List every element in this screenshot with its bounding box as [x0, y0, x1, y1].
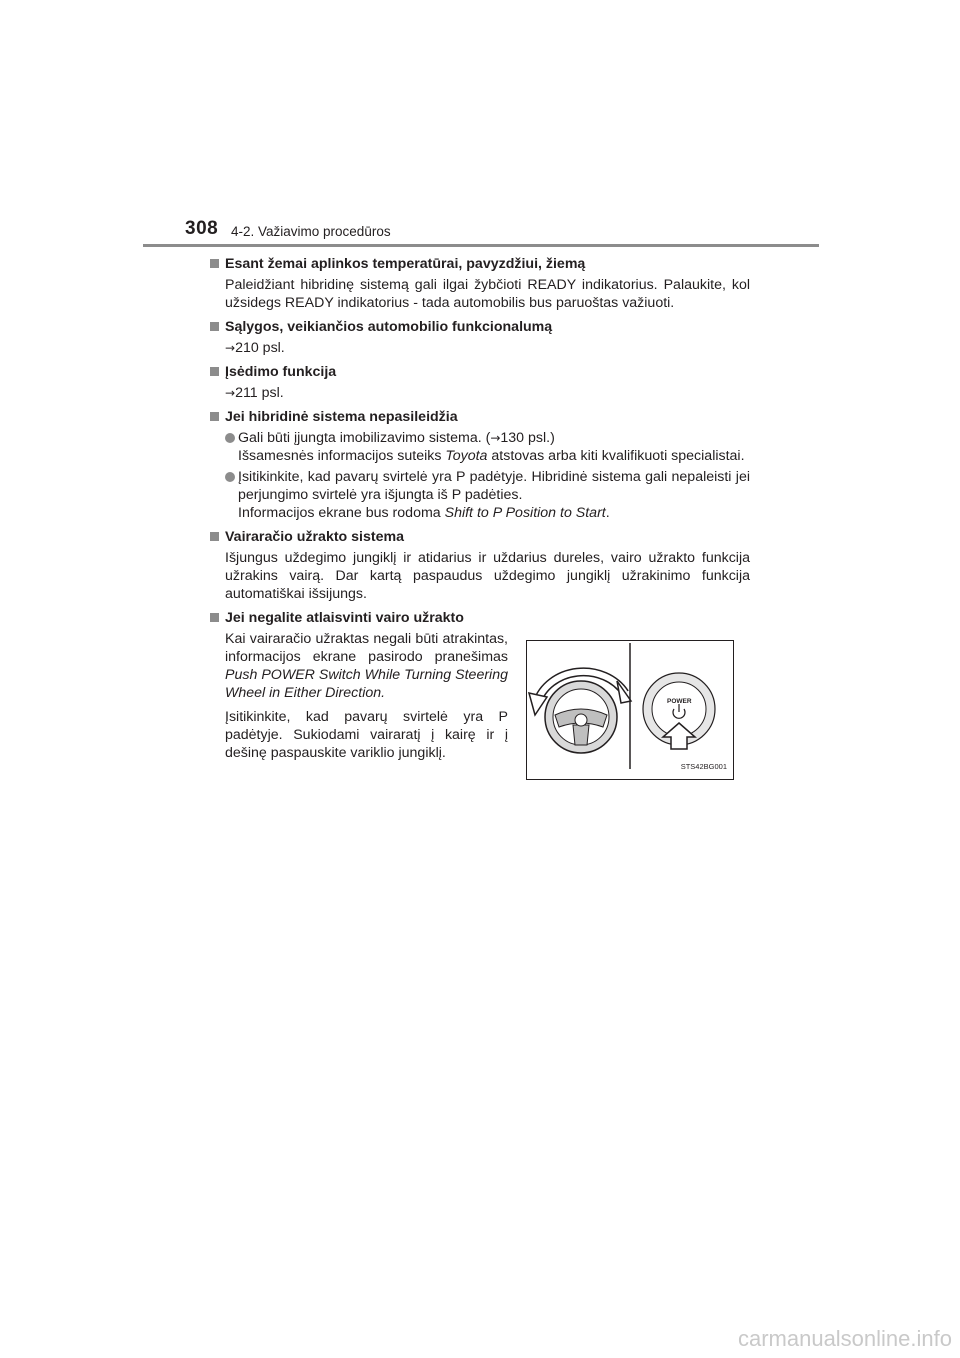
round-bullet-icon	[225, 433, 235, 443]
arrow-right-icon: →	[490, 431, 501, 445]
section-text: Kai vairaračio užraktas negali būti atrakintas, informacijos ekrane pasirodo pranešimas Push POWER Switch While Turning Steering Wheel in Either Direction. Įsitikinkite, kad pavarų svirtelė yra P padėtyje. Sukiodami vairaratį į kairę ir į dešinę paspauskite variklio jungiklį.	[225, 631, 508, 761]
section-heading: Vairaračio užrakto sistema	[210, 528, 750, 546]
illustration-steering-and-power-button	[526, 640, 734, 780]
list-item: Gali būti įjungta imobilizavimo sistema. (→130 psl.) Išsamesnės informacijos suteiks Toyota atstovas arba kiti kvalifikuoti specialistai.	[210, 429, 750, 465]
brand-name: Toyota	[445, 448, 488, 464]
square-bullet-icon	[210, 259, 219, 268]
square-bullet-icon	[210, 322, 219, 331]
list-item: Įsitikinkite, kad pavarų svirtelė yra P padėtyje. Hibridinė sistema gali nepaleisti jei perjungimo svirtelė yra išjungta iš P padėties. Informacijos ekrane bus rodoma Shift to P Position to Start.	[210, 468, 750, 522]
square-bullet-icon	[210, 412, 219, 421]
round-bullet-icon	[225, 472, 235, 482]
arrow-right-icon: →	[225, 386, 236, 400]
text-with-figure	[210, 627, 750, 797]
square-bullet-icon	[210, 613, 219, 622]
page-content	[210, 255, 750, 803]
section-heading: Įsėdimo funkcija	[210, 363, 750, 381]
page-reference: →210 psl.	[225, 340, 285, 356]
section-heading: Jei hibridinė sistema nepasileidžia	[210, 408, 750, 426]
section-conditions	[210, 318, 750, 357]
page-number: 308	[185, 218, 219, 239]
section-text: Paleidžiant hibridinę sistemą gali ilgai žybčioti READY indikatorius. Palaukite, kol užsidegs READY indikatorius - tada automobilis bus paruoštas važiuoti.	[225, 277, 750, 311]
power-button-label: POWER	[667, 698, 692, 705]
display-message: Push POWER Switch While Turning Steering Wheel in Either Direction.	[225, 667, 508, 701]
arrow-right-icon: →	[225, 341, 236, 355]
page-reference: →211 psl.	[225, 385, 284, 401]
section-low-temperature	[210, 255, 750, 312]
section-hybrid-not-starting	[210, 408, 750, 522]
figure-code: STS42BG001	[680, 762, 727, 771]
steering-wheel-icon	[545, 681, 617, 753]
section-heading: Esant žemai aplinkos temperatūrai, pavyzdžiui, žiemą	[210, 255, 750, 273]
square-bullet-icon	[210, 532, 219, 541]
section-heading: Jei negalite atlaisvinti vairo užrakto	[210, 609, 750, 627]
display-message: Shift to P Position to Start	[444, 505, 606, 521]
header-rule	[143, 244, 819, 247]
watermark: carmanualsonline.info	[737, 1326, 952, 1351]
chapter-title: 4-2. Važiavimo procedūros	[231, 224, 391, 239]
section-heading: Sąlygos, veikiančios automobilio funkcionalumą	[210, 318, 750, 336]
section-cannot-release-lock	[210, 609, 750, 797]
section-steering-lock	[210, 528, 750, 603]
section-entry-function	[210, 363, 750, 402]
section-text: Išjungus uždegimo jungiklį ir atidarius ir uždarius dureles, vairo užrakto funkcija užrakins vairą. Dar kartą paspaudus uždegimo jungiklį užrakinimo funkcija automatiškai išsijungs.	[225, 550, 750, 602]
square-bullet-icon	[210, 367, 219, 376]
